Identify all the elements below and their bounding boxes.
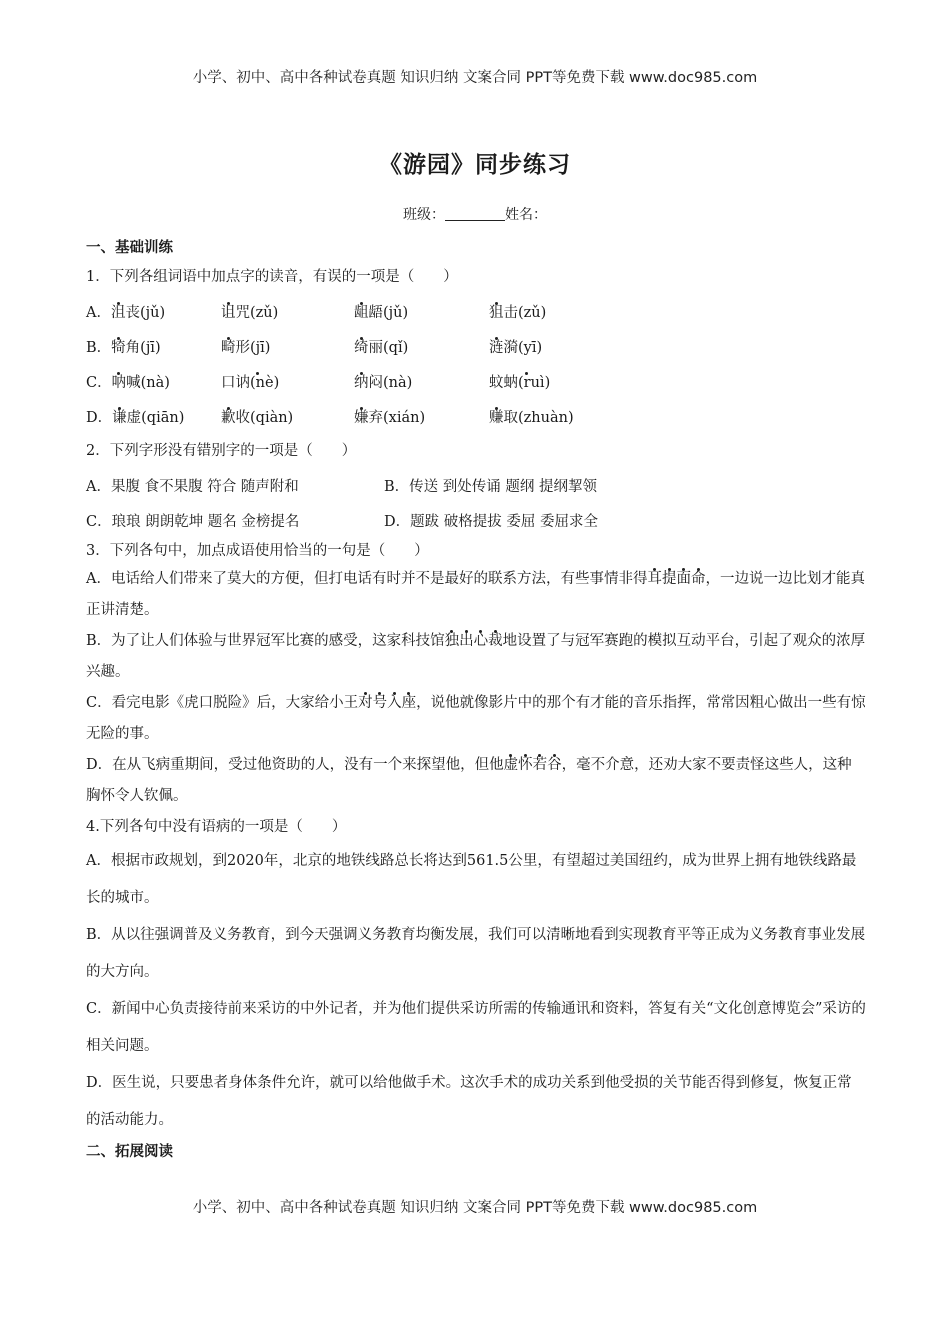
q1-option-item: C．呐喊(nà) bbox=[86, 375, 170, 391]
exercise-content bbox=[86, 237, 866, 1164]
q3-dotted-idiom bbox=[647, 571, 705, 587]
class-label: 班级： bbox=[403, 207, 445, 223]
q3-option-d: D．在从飞病重期间，受过他资助的人，没有一个来探望他，但他虚怀若谷，毫不介意，还劝大家不要责怪这些人，这种胸怀令人钦佩。 bbox=[86, 757, 852, 804]
q3-dotted-idiom bbox=[445, 633, 503, 649]
dotted-char: 虚 bbox=[503, 757, 519, 773]
q1-option-row bbox=[86, 399, 866, 434]
q1-option-item: 嫌弃(xián) bbox=[354, 410, 426, 426]
question-4-stem: 4.下列各句中没有语病的一项是（ ） bbox=[86, 819, 347, 835]
q2-option-d: D．题跋 破格提拔 委屈 委屈求全 bbox=[384, 514, 598, 530]
q2-option-row bbox=[86, 503, 866, 538]
q2-option-row bbox=[86, 468, 866, 503]
q1-option-item: 歉收(qiàn) bbox=[221, 410, 294, 426]
dotted-char: 对 bbox=[358, 695, 373, 711]
q2-option-a: A．果腹 食不果腹 符合 随声附和 bbox=[86, 479, 299, 495]
q3-option-c: C．看完电影《虎口脱险》后，大家给小王对号入座，说他就像影片中的那个有才能的音乐指挥，常常因粗心做出一些有惊无险的事。 bbox=[86, 695, 866, 742]
q3-dotted-idiom bbox=[358, 695, 416, 711]
q1-option-item: 纳闷(nà) bbox=[354, 375, 413, 391]
q4-option-a: A．根据市政规划，到2020年，北京的地铁线路总长将达到561.5公里，有望超过美国纽约，成为世界上拥有地铁线路最长的城市。 bbox=[86, 853, 857, 906]
q3-dotted-idiom bbox=[504, 757, 562, 773]
dotted-char: 号 bbox=[372, 695, 388, 711]
q3-option-a: A．电话给人们带来了莫大的方便，但打电话有时并不是最好的联系方法，有些事情非得耳提面命，一边说一边比划才能真正讲清楚。 bbox=[86, 571, 865, 618]
dotted-char: 耳 bbox=[647, 571, 662, 587]
q2-option-b: B．传送 到处传诵 题纲 提纲挈领 bbox=[384, 479, 597, 495]
q3-option-b: B．为了让人们体验与世界冠军比赛的感受，这家科技馆独出心裁地设置了与冠军赛跑的模拟互动平台，引起了观众的浓厚兴趣。 bbox=[86, 633, 866, 680]
q1-option-item: 诅咒(zǔ) bbox=[221, 305, 279, 321]
class-name-line bbox=[0, 204, 950, 224]
q1-option-item: 狙击(zǔ) bbox=[489, 305, 547, 321]
q1-option-item: 绮丽(qǐ) bbox=[354, 340, 409, 356]
question-1-options bbox=[86, 294, 866, 434]
q1-option-item: 龃龉(jǔ) bbox=[354, 305, 409, 321]
q2-option-c: C．琅琅 朗朗乾坤 题名 金榜提名 bbox=[86, 514, 300, 530]
dotted-char: 裁 bbox=[488, 633, 503, 649]
q1-option-row bbox=[86, 294, 866, 329]
q4-option-c: C．新闻中心负责接待前来采访的中外记者，并为他们提供采访所需的传输通讯和资料，答复有关“文化创意博览会”采访的相关问题。 bbox=[86, 1001, 866, 1054]
dotted-char: 谷 bbox=[547, 757, 562, 773]
q4-option-b: B．从以往强调普及义务教育，到今天强调义务教育均衡发展，我们可以清晰地看到实现教育平等正成为义务教育事业发展的大方向。 bbox=[86, 927, 866, 980]
dotted-char: 心 bbox=[473, 633, 489, 649]
question-3-stem: 3．下列各句中，加点成语使用恰当的一句是（ ） bbox=[86, 543, 429, 559]
q1-option-item: D．谦虚(qiān) bbox=[86, 410, 185, 426]
q1-option-item: 畸形(jī) bbox=[221, 340, 271, 356]
page-footer: 小学、初中、高中各种试卷真题 知识归纳 文案合同 PPT等免费下载 www.doc985.com bbox=[192, 1200, 758, 1216]
dotted-char: 提 bbox=[661, 571, 677, 587]
q1-option-item: B．犄角(jī) bbox=[86, 340, 161, 356]
page-header: 小学、初中、高中各种试卷真题 知识归纳 文案合同 PPT等免费下载 www.doc985.com bbox=[192, 70, 758, 86]
q1-option-row bbox=[86, 329, 866, 364]
section-heading-basic: 一、基础训练 bbox=[86, 240, 173, 256]
section-heading-reading: 二、拓展阅读 bbox=[86, 1144, 173, 1160]
dotted-char: 独 bbox=[444, 633, 460, 649]
dotted-char: 怀 bbox=[518, 757, 533, 773]
q1-option-item: 蚊蚋(ruì) bbox=[489, 375, 551, 391]
class-blank bbox=[445, 206, 505, 221]
q1-option-item: 口讷(nè) bbox=[221, 375, 280, 391]
page-title: 《游园》同步练习 bbox=[379, 152, 571, 178]
dotted-char: 座 bbox=[401, 695, 417, 711]
dotted-char: 入 bbox=[387, 695, 402, 711]
q1-option-item: 涟漪(yī) bbox=[489, 340, 543, 356]
dotted-char: 面 bbox=[676, 571, 691, 587]
dotted-char: 若 bbox=[532, 757, 548, 773]
q1-option-item: A．沮丧(jǔ) bbox=[86, 305, 166, 321]
question-2-stem: 2．下列字形没有错别字的一项是（ ） bbox=[86, 443, 357, 459]
q1-option-row bbox=[86, 364, 866, 399]
name-label: 姓名： bbox=[505, 207, 547, 223]
dotted-char: 出 bbox=[459, 633, 474, 649]
q1-option-item: 赚取(zhuàn) bbox=[489, 410, 574, 426]
question-1-stem: 1．下列各组词语中加点字的读音，有误的一项是（ ） bbox=[86, 269, 458, 285]
q4-option-d: D．医生说，只要患者身体条件允许，就可以给他做手术。这次手术的成功关系到他受损的关节能否得到修复，恢复正常的活动能力。 bbox=[86, 1075, 852, 1128]
dotted-char: 命 bbox=[690, 571, 706, 587]
